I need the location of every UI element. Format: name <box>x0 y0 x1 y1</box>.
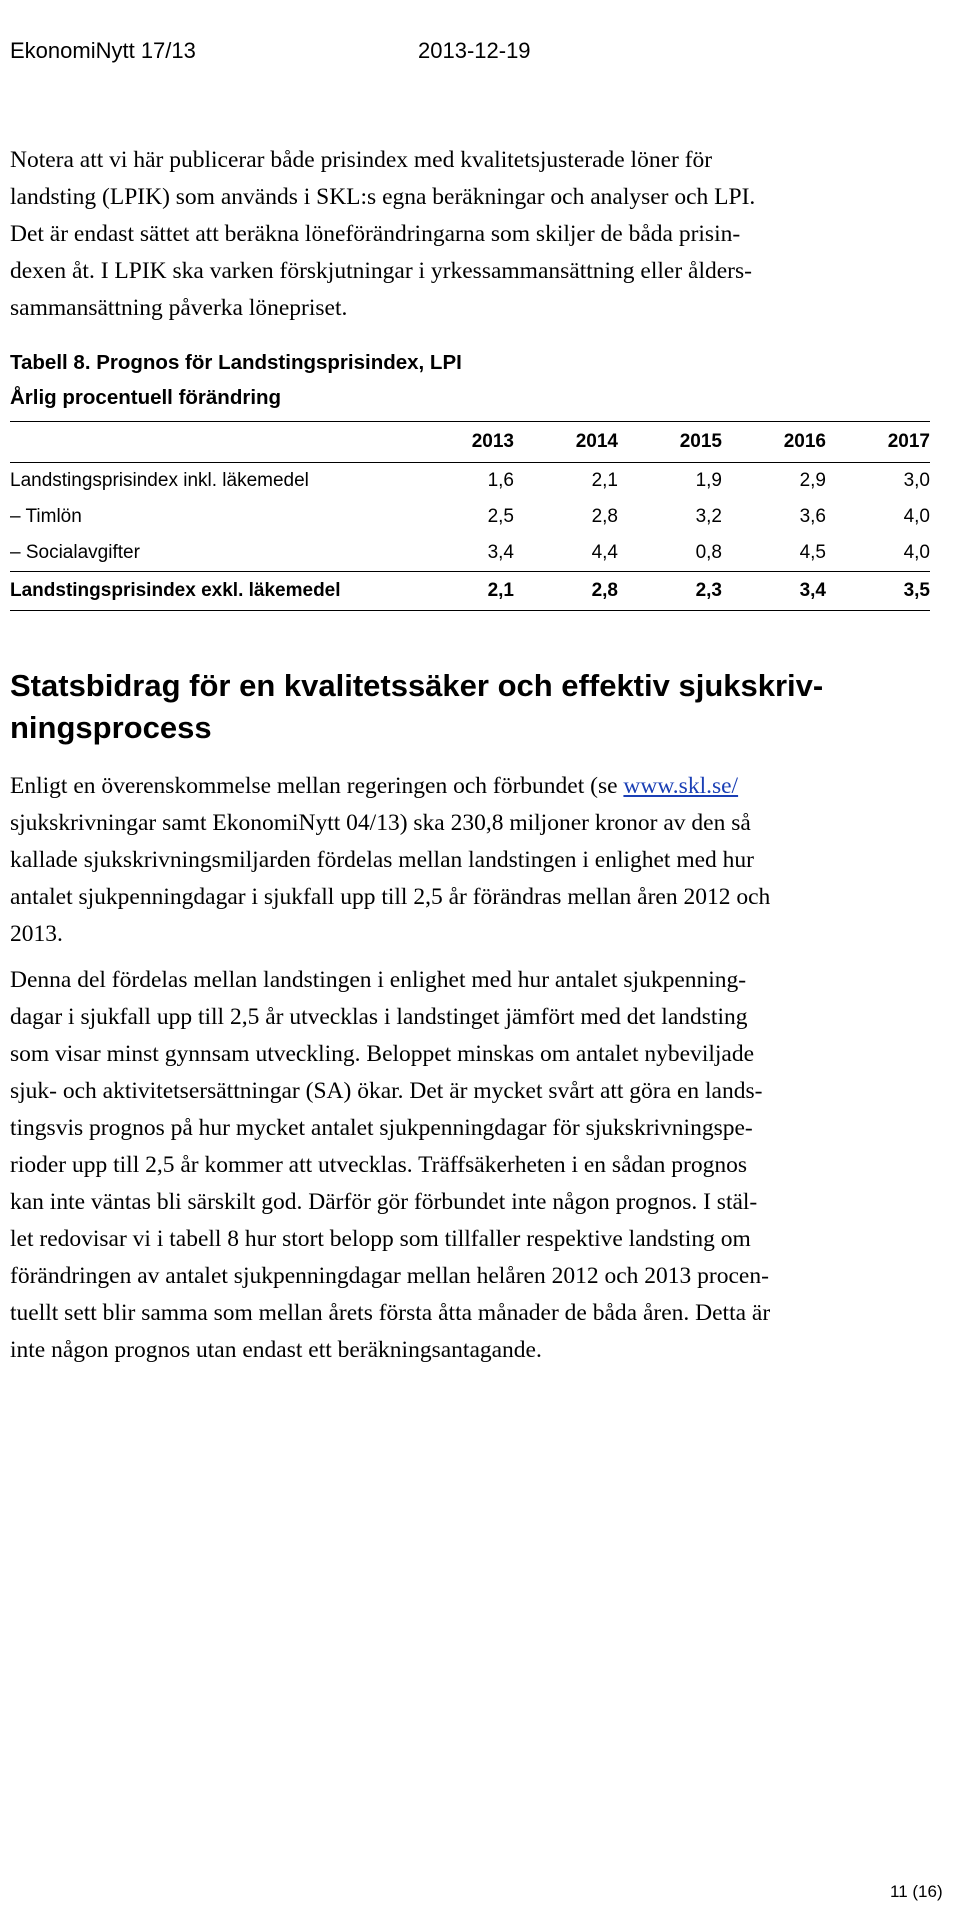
text-line: kallade sjukskrivningsmiljarden fördelas mellan landstingen i enlighet med hur <box>10 847 754 873</box>
intro-paragraph <box>10 142 950 327</box>
table-cell: 2,8 <box>591 506 618 527</box>
year-header: 2017 <box>887 431 930 452</box>
table-title: Tabell 8. Prognos för Landstingsprisindex, LPI <box>10 351 462 374</box>
table-cell: 2,8 <box>591 580 618 601</box>
table-cell: 4,0 <box>903 506 930 527</box>
table-cell: 1,6 <box>487 470 514 491</box>
publication-title: EkonomiNytt 17/13 <box>10 38 196 63</box>
table-cell: 2,1 <box>487 580 514 601</box>
year-header: 2014 <box>575 431 618 452</box>
text-line: förändringen av antalet sjukpenningdagar mellan helåren 2012 och 2013 procen- <box>10 1263 769 1289</box>
table-subtitle: Årlig procentuell förändring <box>10 386 282 409</box>
table-cell: 3,5 <box>903 580 930 601</box>
text-line: sjuk- och aktivitetsersättningar (SA) ökar. Det är mycket svårt att göra en lands- <box>10 1078 763 1104</box>
table-cell: 3,2 <box>695 506 722 527</box>
section-heading <box>10 665 823 749</box>
row-label: – Socialavgifter <box>10 542 140 563</box>
table-cell: 2,9 <box>799 470 826 491</box>
text-line: Denna del fördelas mellan landstingen i enlighet med hur antalet sjukpenning- <box>10 967 747 993</box>
body-paragraph-2 <box>10 962 950 1369</box>
heading-line: ningsprocess <box>10 710 212 745</box>
text-line: 2013. <box>10 921 63 947</box>
table-cell: 4,0 <box>903 542 930 563</box>
table-row <box>10 499 930 535</box>
row-label: Landstingsprisindex exkl. läkemedel <box>10 580 341 601</box>
text-line: inte någon prognos utan endast ett beräkningsantagande. <box>10 1337 542 1363</box>
table-cell: 3,4 <box>487 542 514 563</box>
table-row <box>10 535 930 572</box>
table-cell: 3,6 <box>799 506 826 527</box>
table-cell: 3,0 <box>903 470 930 491</box>
text-line: tingsvis prognos på hur mycket antalet sjukpenningdagar för sjukskrivningspe- <box>10 1115 753 1141</box>
publication-date: 2013-12-19 <box>418 38 531 63</box>
row-label: Landstingsprisindex inkl. läkemedel <box>10 470 309 491</box>
table-header-row <box>10 422 930 463</box>
text-line: antalet sjukpenningdagar i sjukfall upp till 2,5 år förändras mellan åren 2012 och <box>10 884 771 910</box>
text-line: landsting (LPIK) som används i SKL:s egna beräkningar och analyser och LPI. <box>10 184 756 210</box>
text-line: dagar i sjukfall upp till 2,5 år utvecklas i landstinget jämfört med det landsting <box>10 1004 748 1030</box>
text-line <box>10 768 950 805</box>
table-cell: 4,5 <box>799 542 826 563</box>
skl-link[interactable]: www.skl.se/ <box>623 773 739 799</box>
heading-line: Statsbidrag för en kvalitetssäker och effektiv sjukskriv- <box>10 668 824 703</box>
table-cell: 4,4 <box>591 542 618 563</box>
year-header: 2015 <box>679 431 722 452</box>
table-cell: 3,4 <box>799 580 826 601</box>
text-line: tuellt sett blir samma som mellan årets första åtta månader de båda åren. Detta är <box>10 1300 771 1326</box>
page-number: 11 (16) <box>890 1882 943 1901</box>
table-cell: 0,8 <box>695 542 722 563</box>
table-cell: 1,9 <box>695 470 722 491</box>
text-line: sjukskrivningar samt EkonomiNytt 04/13) ska 230,8 miljoner kronor av den så <box>10 810 751 836</box>
text-line: Notera att vi här publicerar både prisindex med kvalitetsjusterade löner för <box>10 147 713 173</box>
table-cell: 2,1 <box>591 470 618 491</box>
year-header: 2013 <box>471 431 514 452</box>
text-line: dexen åt. I LPIK ska varken förskjutningar i yrkessammansättning eller ålders- <box>10 258 752 284</box>
text-line: sammansättning påverka lönepriset. <box>10 295 348 321</box>
text-line: Det är endast sättet att beräkna löneförändringarna som skiljer de båda prisin- <box>10 221 741 247</box>
row-label: – Timlön <box>10 506 82 527</box>
text-segment: Enligt en överenskommelse mellan regeringen och förbundet (se <box>10 773 624 799</box>
text-line: som visar minst gynnsam utveckling. Beloppet minskas om antalet nybeviljade <box>10 1041 755 1067</box>
table-cell: 2,5 <box>487 506 514 527</box>
text-line: rioder upp till 2,5 år kommer att utvecklas. Träffsäkerheten i en sådan prognos <box>10 1152 748 1178</box>
text-line: let redovisar vi i tabell 8 hur stort belopp som tillfaller respektive landsting om <box>10 1226 751 1252</box>
table-row <box>10 463 930 500</box>
table-total-row <box>10 572 930 611</box>
table-header-empty <box>10 422 410 463</box>
body-paragraph-1 <box>10 768 950 953</box>
lpi-table <box>10 421 930 611</box>
year-header: 2016 <box>783 431 826 452</box>
table-cell: 2,3 <box>695 580 722 601</box>
text-line: kan inte väntas bli särskilt god. Därför gör förbundet inte någon prognos. I stäl- <box>10 1189 758 1215</box>
